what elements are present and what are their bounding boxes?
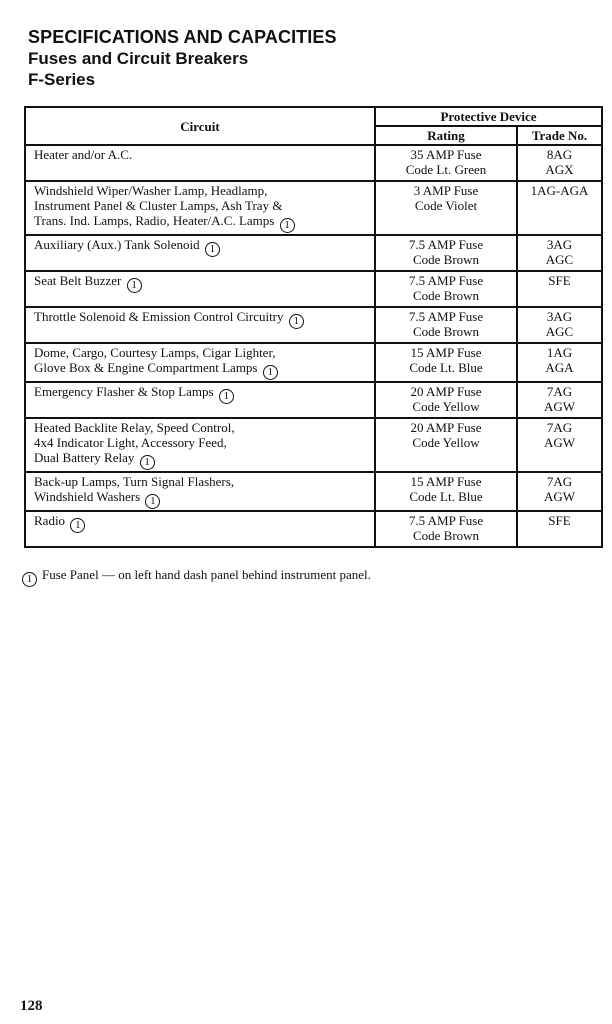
circuit-text-line <box>34 435 370 450</box>
circuit-cell <box>25 343 375 382</box>
fuse-panel-note-mark: 1 <box>145 494 160 509</box>
circuit-text: Windshield Washers <box>34 489 141 504</box>
page-heading <box>28 27 337 90</box>
trade-no-text: 3AG <box>546 237 573 252</box>
trade-no-cell <box>517 271 602 307</box>
circuit-text-line <box>34 360 370 380</box>
rating-cell <box>375 343 517 382</box>
table-row <box>25 307 602 343</box>
trade-no-text: AGW <box>543 435 576 450</box>
circuit-text-line <box>34 213 370 233</box>
rating-cell <box>375 145 517 181</box>
circuit-cell <box>25 235 375 271</box>
rating-column-header: Rating <box>375 126 517 145</box>
table-body <box>25 145 602 547</box>
circuit-text: Dome, Cargo, Courtesy Lamps, Cigar Lighter, <box>34 345 276 360</box>
circuit-text-line <box>34 450 370 470</box>
rating-text: Code Violet <box>414 198 478 213</box>
trade-no-text: AGW <box>543 489 576 504</box>
section-subtitle: Fuses and Circuit Breakers <box>28 49 249 68</box>
trade-no-text: 7AG <box>546 384 573 399</box>
fuse-panel-note-mark: 1 <box>140 455 155 470</box>
rating-cell <box>375 235 517 271</box>
table-header <box>25 107 602 145</box>
rating-cell <box>375 271 517 307</box>
rating-text: 15 AMP Fuse <box>410 345 482 360</box>
fuse-panel-note-mark: 1 <box>70 518 85 533</box>
rating-text: Code Lt. Blue <box>409 489 483 504</box>
circuit-text-line <box>34 198 370 213</box>
rating-cell <box>375 472 517 511</box>
trade-no-text: AGX <box>545 162 574 177</box>
circuit-text: Heater and/or A.C. <box>34 147 133 162</box>
circuit-cell <box>25 382 375 418</box>
trade-no-cell <box>517 181 602 235</box>
rating-cell <box>375 307 517 343</box>
rating-text: 7.5 AMP Fuse <box>408 513 484 528</box>
circuit-text: Emergency Flasher & Stop Lamps <box>34 384 214 399</box>
trade-no-column-header: Trade No. <box>517 126 602 145</box>
trade-no-text: AGW <box>543 399 576 414</box>
rating-cell <box>375 418 517 472</box>
circuit-text-line <box>34 237 370 257</box>
trade-no-cell <box>517 511 602 547</box>
page-number: 128 <box>20 998 43 1014</box>
circuit-text-line <box>34 384 370 404</box>
trade-no-text: 7AG <box>546 474 573 489</box>
trade-no-text: 8AG <box>546 147 573 162</box>
circuit-cell <box>25 307 375 343</box>
circuit-cell <box>25 418 375 472</box>
fuse-panel-note-mark: 1 <box>263 365 278 380</box>
rating-cell <box>375 382 517 418</box>
circuit-text: Glove Box & Engine Compartment Lamps <box>34 360 258 375</box>
rating-text: Code Yellow <box>412 399 480 414</box>
circuit-text: Auxiliary (Aux.) Tank Solenoid <box>34 237 200 252</box>
trade-no-cell <box>517 418 602 472</box>
rating-text: Code Yellow <box>412 435 480 450</box>
table-row <box>25 382 602 418</box>
fuse-specification-table <box>24 106 603 548</box>
footnote <box>22 566 371 587</box>
rating-text: Code Brown <box>412 252 480 267</box>
circuit-text: Instrument Panel & Cluster Lamps, Ash Tray & <box>34 198 283 213</box>
rating-text: 20 AMP Fuse <box>410 420 482 435</box>
circuit-text: Heated Backlite Relay, Speed Control, <box>34 420 235 435</box>
circuit-cell <box>25 145 375 181</box>
rating-cell <box>375 181 517 235</box>
trade-no-cell <box>517 343 602 382</box>
rating-text: 7.5 AMP Fuse <box>408 237 484 252</box>
trade-no-cell <box>517 145 602 181</box>
circuit-text-line <box>34 489 370 509</box>
table-row <box>25 343 602 382</box>
fuse-panel-note-mark: 1 <box>219 389 234 404</box>
circuit-text-line <box>34 420 370 435</box>
circuit-text: Windshield Wiper/Washer Lamp, Headlamp, <box>34 183 268 198</box>
rating-text: 7.5 AMP Fuse <box>408 273 484 288</box>
circuit-text: Back-up Lamps, Turn Signal Flashers, <box>34 474 235 489</box>
trade-no-text: 1AG-AGA <box>530 183 589 198</box>
circuit-cell <box>25 472 375 511</box>
table-row <box>25 418 602 472</box>
circuit-text-line <box>34 183 370 198</box>
fuse-panel-note-mark: 1 <box>280 218 295 233</box>
table-row <box>25 271 602 307</box>
rating-text: 3 AMP Fuse <box>413 183 479 198</box>
rating-text: 7.5 AMP Fuse <box>408 309 484 324</box>
circuit-cell <box>25 181 375 235</box>
footnote-text: Fuse Panel — on left hand dash panel behind instrument panel. <box>42 567 371 582</box>
fuse-panel-note-mark: 1 <box>205 242 220 257</box>
rating-text: 20 AMP Fuse <box>410 384 482 399</box>
section-title: SPECIFICATIONS AND CAPACITIES <box>28 27 337 47</box>
trade-no-text: AGC <box>545 324 574 339</box>
table-row <box>25 181 602 235</box>
circuit-text: Trans. Ind. Lamps, Radio, Heater/A.C. Lamps <box>34 213 275 228</box>
circuit-text-line <box>34 345 370 360</box>
circuit-text: Radio <box>34 513 66 528</box>
series-label: F-Series <box>28 70 96 89</box>
table-row <box>25 472 602 511</box>
table-row <box>25 511 602 547</box>
trade-no-text: SFE <box>548 513 571 528</box>
rating-text: 35 AMP Fuse <box>410 147 482 162</box>
rating-text: Code Brown <box>412 528 480 543</box>
trade-no-cell <box>517 235 602 271</box>
trade-no-text: AGA <box>545 360 574 375</box>
rating-text: Code Brown <box>412 324 480 339</box>
circuit-text-line <box>34 474 370 489</box>
circuit-cell <box>25 511 375 547</box>
circuit-cell <box>25 271 375 307</box>
trade-no-cell <box>517 382 602 418</box>
rating-text: Code Lt. Blue <box>409 360 483 375</box>
trade-no-cell <box>517 472 602 511</box>
circuit-column-header: Circuit <box>25 107 375 145</box>
circuit-text: Dual Battery Relay <box>34 450 135 465</box>
trade-no-text: 1AG <box>546 345 573 360</box>
trade-no-text: AGC <box>545 252 574 267</box>
trade-no-cell <box>517 307 602 343</box>
rating-text: Code Lt. Green <box>405 162 487 177</box>
footnote-mark: 1 <box>22 572 37 587</box>
circuit-text: 4x4 Indicator Light, Accessory Feed, <box>34 435 227 450</box>
circuit-text-line <box>34 273 370 293</box>
trade-no-text: 7AG <box>546 420 573 435</box>
circuit-text-line <box>34 147 370 162</box>
rating-text: Code Brown <box>412 288 480 303</box>
table-row <box>25 235 602 271</box>
fuse-panel-note-mark: 1 <box>289 314 304 329</box>
circuit-text: Seat Belt Buzzer <box>34 273 122 288</box>
protective-device-header: Protective Device <box>375 107 602 126</box>
rating-text: 15 AMP Fuse <box>410 474 482 489</box>
trade-no-text: SFE <box>548 273 571 288</box>
circuit-text-line <box>34 513 370 533</box>
circuit-text: Throttle Solenoid & Emission Control Circuitry <box>34 309 284 324</box>
trade-no-text: 3AG <box>546 309 573 324</box>
rating-cell <box>375 511 517 547</box>
fuse-panel-note-mark: 1 <box>127 278 142 293</box>
circuit-text-line <box>34 309 370 329</box>
table-row <box>25 145 602 181</box>
